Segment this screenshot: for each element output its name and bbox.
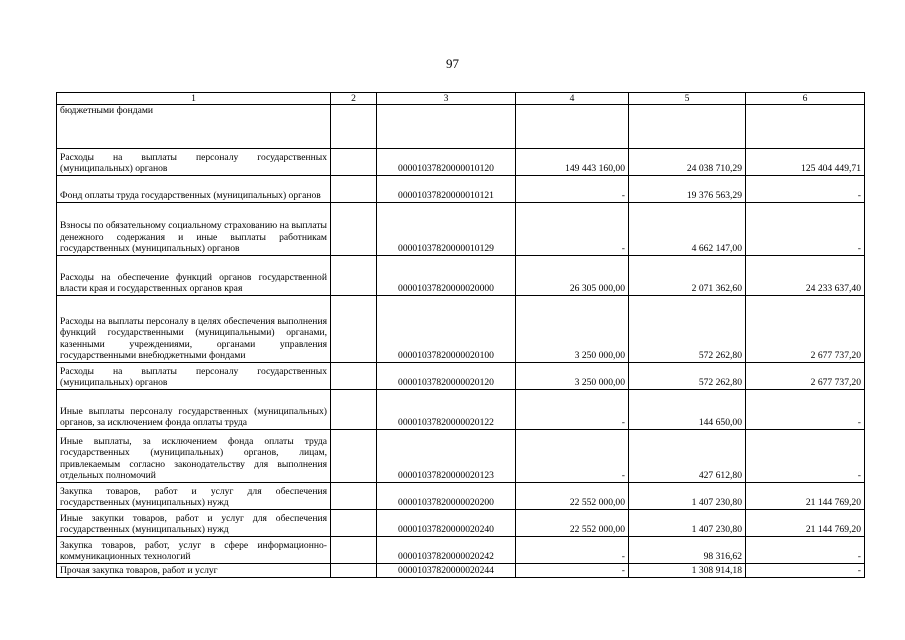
row-name: Фонд оплаты труда государственных (муниципальных) органов <box>57 176 331 203</box>
row-name: Взносы по обязательному социальному страхованию на выплаты денежного содержания и иные выплаты работникам государственных (муниципальных) органов <box>57 203 331 256</box>
table-row <box>57 564 865 578</box>
row-name: Расходы на обеспечение функций органов государственной власти края и государственных органов края <box>57 256 331 296</box>
row-col2 <box>331 203 377 256</box>
row-name: Закупка товаров, работ, услуг в сфере информационно-коммуникационных технологий <box>57 537 331 564</box>
table-row <box>57 390 865 430</box>
row-executed: 1 407 230,80 <box>629 483 746 510</box>
row-code: 00001037820000010121 <box>377 176 516 203</box>
page-number: 97 <box>446 56 459 71</box>
row-approved: 3 250 000,00 <box>516 363 629 390</box>
row-name: бюджетными фондами <box>57 105 331 149</box>
row-executed: 1 308 914,18 <box>629 564 746 578</box>
row-remaining: - <box>746 564 865 578</box>
table-row <box>57 430 865 483</box>
column-header: 6 <box>746 93 865 105</box>
row-code: 00001037820000010129 <box>377 203 516 256</box>
row-col2 <box>331 256 377 296</box>
table-row <box>57 537 865 564</box>
row-code: 00001037820000020100 <box>377 296 516 363</box>
row-executed: 2 071 362,60 <box>629 256 746 296</box>
row-col2 <box>331 390 377 430</box>
table-row <box>57 105 865 149</box>
row-name: Закупка товаров, работ и услуг для обеспечения государственных (муниципальных) нужд <box>57 483 331 510</box>
row-name: Иные выплаты, за исключением фонда оплаты труда государственных (муниципальных) органов, лицам, привлекаемым согласно законодательству для выполнения отдельных полномочий <box>57 430 331 483</box>
row-col2 <box>331 105 377 149</box>
row-col2 <box>331 564 377 578</box>
row-approved: - <box>516 203 629 256</box>
row-remaining: 125 404 449,71 <box>746 149 865 176</box>
column-header: 4 <box>516 93 629 105</box>
row-remaining: 2 677 737,20 <box>746 363 865 390</box>
row-approved: 26 305 000,00 <box>516 256 629 296</box>
row-code: 00001037820000020200 <box>377 483 516 510</box>
row-executed: 19 376 563,29 <box>629 176 746 203</box>
row-executed: 24 038 710,29 <box>629 149 746 176</box>
row-approved: 149 443 160,00 <box>516 149 629 176</box>
row-approved: - <box>516 176 629 203</box>
row-name: Расходы на выплаты персоналу государственных (муниципальных) органов <box>57 149 331 176</box>
row-code <box>377 105 516 149</box>
row-code: 00001037820000020240 <box>377 510 516 537</box>
column-header: 2 <box>331 93 377 105</box>
row-name: Иные выплаты персоналу государственных (муниципальных) органов, за исключением фонда оплаты труда <box>57 390 331 430</box>
row-col2 <box>331 537 377 564</box>
row-approved: - <box>516 430 629 483</box>
table-row <box>57 203 865 256</box>
row-executed: 4 662 147,00 <box>629 203 746 256</box>
budget-execution-table <box>56 92 865 578</box>
row-executed: 144 650,00 <box>629 390 746 430</box>
row-executed: 98 316,62 <box>629 537 746 564</box>
table-row <box>57 256 865 296</box>
row-col2 <box>331 176 377 203</box>
row-approved: 22 552 000,00 <box>516 483 629 510</box>
row-col2 <box>331 510 377 537</box>
row-remaining <box>746 105 865 149</box>
row-code: 00001037820000020000 <box>377 256 516 296</box>
row-code: 00001037820000020244 <box>377 564 516 578</box>
row-approved: - <box>516 390 629 430</box>
row-name: Расходы на выплаты персоналу государственных (муниципальных) органов <box>57 363 331 390</box>
row-remaining: - <box>746 203 865 256</box>
row-code: 00001037820000020242 <box>377 537 516 564</box>
row-name: Иные закупки товаров, работ и услуг для обеспечения государственных (муниципальных) нужд <box>57 510 331 537</box>
row-executed: 427 612,80 <box>629 430 746 483</box>
row-executed: 1 407 230,80 <box>629 510 746 537</box>
row-executed: 572 262,80 <box>629 363 746 390</box>
row-name: Прочая закупка товаров, работ и услуг <box>57 564 331 578</box>
row-approved: 22 552 000,00 <box>516 510 629 537</box>
row-code: 00001037820000020123 <box>377 430 516 483</box>
table-row <box>57 363 865 390</box>
row-col2 <box>331 149 377 176</box>
table-row <box>57 296 865 363</box>
row-code: 00001037820000020120 <box>377 363 516 390</box>
row-col2 <box>331 363 377 390</box>
row-name: Расходы на выплаты персоналу в целях обеспечения выполнения функций государственными (муниципальными) органами, казенными учреждениями, органами управления государственными внебюджетными фондами <box>57 296 331 363</box>
column-header: 3 <box>377 93 516 105</box>
row-remaining: 21 144 769,20 <box>746 510 865 537</box>
row-remaining: - <box>746 390 865 430</box>
row-code: 00001037820000010120 <box>377 149 516 176</box>
row-col2 <box>331 296 377 363</box>
row-approved: - <box>516 537 629 564</box>
table-row <box>57 149 865 176</box>
row-col2 <box>331 483 377 510</box>
row-code: 00001037820000020122 <box>377 390 516 430</box>
row-approved <box>516 105 629 149</box>
row-remaining: - <box>746 537 865 564</box>
row-executed: 572 262,80 <box>629 296 746 363</box>
row-approved: 3 250 000,00 <box>516 296 629 363</box>
row-remaining: - <box>746 176 865 203</box>
row-executed <box>629 105 746 149</box>
row-col2 <box>331 430 377 483</box>
row-remaining: - <box>746 430 865 483</box>
table-row <box>57 176 865 203</box>
row-remaining: 21 144 769,20 <box>746 483 865 510</box>
row-approved: - <box>516 564 629 578</box>
column-header: 1 <box>57 93 331 105</box>
row-remaining: 2 677 737,20 <box>746 296 865 363</box>
table-row <box>57 483 865 510</box>
table-header-row <box>57 93 865 105</box>
column-header: 5 <box>629 93 746 105</box>
row-remaining: 24 233 637,40 <box>746 256 865 296</box>
table-row <box>57 510 865 537</box>
